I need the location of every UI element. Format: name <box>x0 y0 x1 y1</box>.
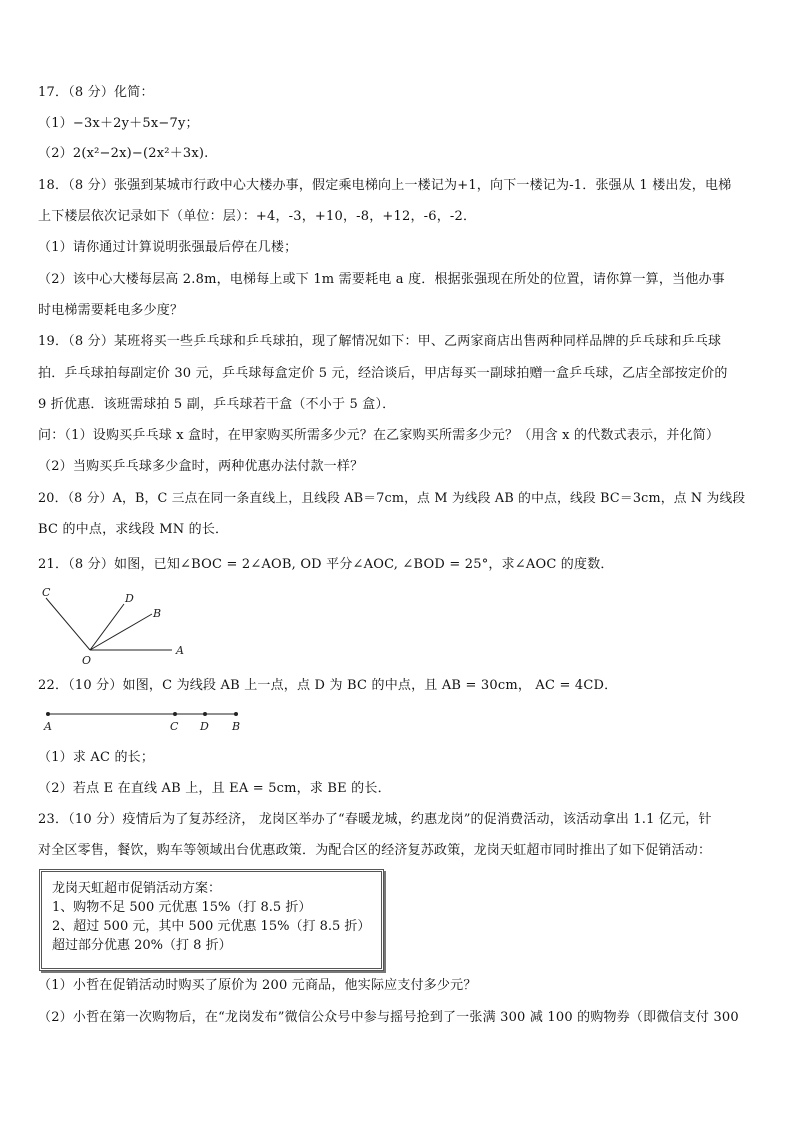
point-d <box>203 712 207 716</box>
label-o: O <box>82 654 92 667</box>
q22-segment-figure <box>38 706 248 734</box>
label-d: D <box>200 720 209 733</box>
q17-stem: 17．（8 分）化简： <box>38 85 154 100</box>
ray-od <box>90 604 124 650</box>
q19-line3: 9 折优惠．该班需球拍 5 副，乒乓球若干盒（不小于 5 盒）． <box>38 397 396 412</box>
q23-part1: （1）小哲在促销活动时购买了原价为 200 元商品，他实际应支付多少元？ <box>38 978 477 993</box>
q17-part1: （1）−3x＋2y＋5x−7y； <box>38 116 199 131</box>
q19-part2: （2）当购买乒乓球多少盒时，两种优惠办法付款一样？ <box>38 459 364 474</box>
q23-line2: 对全区零售，餐饮，购车等领域出台优惠政策．为配合区的经济复苏政策，龙岗天虹超市同时推出了如下促销活动： <box>38 843 712 858</box>
promotion-title: 龙岗天虹超市促销活动方案： <box>52 881 222 896</box>
point-a <box>46 712 50 716</box>
q18-part2-line2: 时电梯需要耗电多少度？ <box>38 303 184 318</box>
promotion-rule-1: 1、购物不足 500 元优惠 15%（打 8.5 折） <box>52 900 312 915</box>
q20-line1: 20．（8 分）A，B，C 三点在同一条直线上，且线段 AB＝7cm，点 M 为线段 AB 的中点，线段 BC＝3cm，点 N 为线段 <box>38 491 746 506</box>
q22-part1: （1）求 AC 的长； <box>38 750 155 765</box>
q23-line1: 23．（10 分）疫情后为了复苏经济， 龙岗区举办了“春暖龙城，约惠龙岗”的促消费活动，该活动拿出 1.1 亿元，针 <box>38 812 712 827</box>
label-a: A <box>176 644 184 657</box>
q19-line1: 19．（8 分）某班将买一些乒乓球和乒乓球拍，现了解情况如下：甲、乙两家商店出售两种同样品牌的乒乓球和乒乓球 <box>38 334 722 349</box>
label-c: C <box>170 720 179 733</box>
q20-line2: BC 的中点，求线段 MN 的长． <box>38 522 229 537</box>
label-b: B <box>153 607 162 620</box>
q18-line2: 上下楼层依次记录如下（单位：层）：+4，-3，+10，-8，+12，-6，-2． <box>38 209 477 224</box>
label-c: C <box>42 586 51 599</box>
q23-part2: （2）小哲在第一次购物后，在“龙岗发布”微信公众号中参与摇号抢到了一张满 300 减 100 的购物券（即微信支付 300 <box>38 1010 739 1025</box>
label-a: A <box>44 720 52 733</box>
promotion-box <box>39 869 384 971</box>
q19-part1: 问：（1）设购买乒乓球 x 盒时，在甲家购买所需多少元？在乙家购买所需多少元？（用含 x 的代数式表示，并化简） <box>38 428 720 443</box>
label-b: B <box>232 720 241 733</box>
point-b <box>234 712 238 716</box>
q19-line2: 拍．乒乓球拍每副定价 30 元，乒乓球每盒定价 5 元，经洽谈后，甲店每买一副球拍赠一盒乒乓球，乙店全部按定价的 <box>38 366 728 381</box>
q21-line1: 21．（8 分）如图，已知∠BOC = 2∠AOB, OD 平分∠AOC, ∠BOD = 25°，求∠AOC 的度数． <box>38 557 614 572</box>
point-c <box>173 712 177 716</box>
promotion-rule-2: 2、超过 500 元，其中 500 元优惠 15%（打 8.5 折） <box>52 919 371 934</box>
q21-angle-figure <box>34 584 194 670</box>
q18-part2-line1: （2）该中心大楼每层高 2.8m，电梯每上或下 1m 需要耗电 a 度．根据张强现在所处的位置，请你算一算，当他办事 <box>38 272 725 287</box>
q17-part2: （2）2(x²−2x)−(2x²＋3x). <box>38 146 209 161</box>
label-d: D <box>125 592 134 605</box>
q22-line1: 22．（10 分）如图，C 为线段 AB 上一点，点 D 为 BC 的中点，且 AB = 30cm， AC = 4CD． <box>38 678 618 693</box>
q18-line1: 18．（8 分）张强到某城市行政中心大楼办事，假定乘电梯向上一楼记为+1，向下一楼记为-1．张强从 1 楼出发，电梯 <box>38 178 732 193</box>
promotion-rule-3: 超过部分优惠 20%（打 8 折） <box>52 938 232 953</box>
q22-part2: （2）若点 E 在直线 AB 上，且 EA = 5cm，求 BE 的长． <box>38 781 391 796</box>
ray-oc <box>46 598 90 650</box>
q18-part1: （1）请你通过计算说明张强最后停在几楼； <box>38 240 298 255</box>
ray-ob <box>90 614 152 650</box>
